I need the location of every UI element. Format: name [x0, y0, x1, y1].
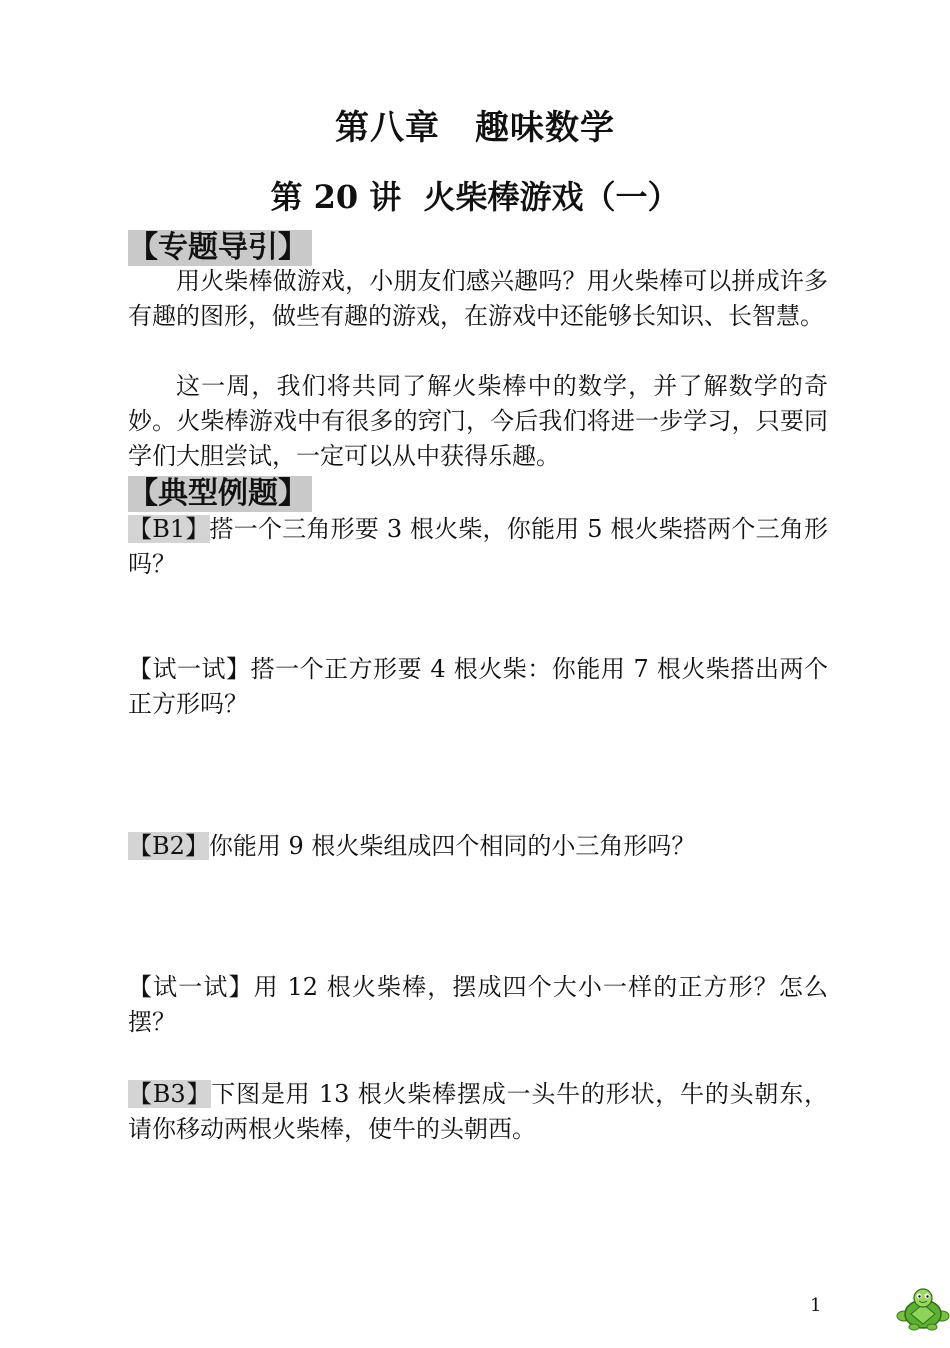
example-try-1 [128, 652, 828, 722]
example-text: 用 12 根火柴棒，摆成四个大小一样的正方形？怎么摆？ [128, 973, 828, 1036]
chapter-title: 第八章 趣味数学 [335, 108, 615, 148]
turtle-icon [896, 1286, 950, 1332]
intro-paragraph-1: 用火柴棒做游戏，小朋友们感兴趣吗？用火柴棒可以拼成许多有趣的图形，做些有趣的游戏，在游戏中还能够长知识、长智慧。 [128, 267, 828, 330]
intro-heading: 【专题导引】 [128, 230, 312, 266]
example-text: 你能用 9 根火柴组成四个相同的小三角形吗？ [208, 832, 696, 860]
example-text: 下图是用 13 根火柴棒摆成一头牛的形状，牛的头朝东，请你移动两根火柴棒，使牛的头朝西。 [128, 1080, 829, 1143]
lesson-title: 第 20 讲 火柴棒游戏（一） [270, 178, 680, 216]
intro-paragraph-2: 这一周，我们将共同了解火柴棒中的数学，并了解数学的奇妙。火柴棒游戏中有很多的窍门，今后我们将进一步学习，只要同学们大胆尝试，一定可以从中获得乐趣。 [128, 372, 828, 470]
example-text: 搭一个三角形要 3 根火柴，你能用 5 根火柴搭两个三角形吗？ [128, 515, 828, 578]
example-b1 [128, 512, 828, 582]
example-tag: 【B1】 [128, 515, 210, 543]
example-b3 [128, 1077, 828, 1147]
examples-heading: 【典型例题】 [128, 476, 312, 512]
example-tag: 【B2】 [128, 832, 209, 860]
example-tag: 【试一试】 [128, 973, 254, 1001]
example-try-2 [128, 970, 828, 1040]
page-number: 1 [810, 1295, 822, 1316]
example-text: 搭一个正方形要 4 根火柴：你能用 7 根火柴搭出两个正方形吗？ [128, 655, 828, 718]
example-tag: 【试一试】 [128, 655, 251, 683]
example-b2 [128, 829, 828, 864]
example-tag: 【B3】 [128, 1080, 212, 1108]
